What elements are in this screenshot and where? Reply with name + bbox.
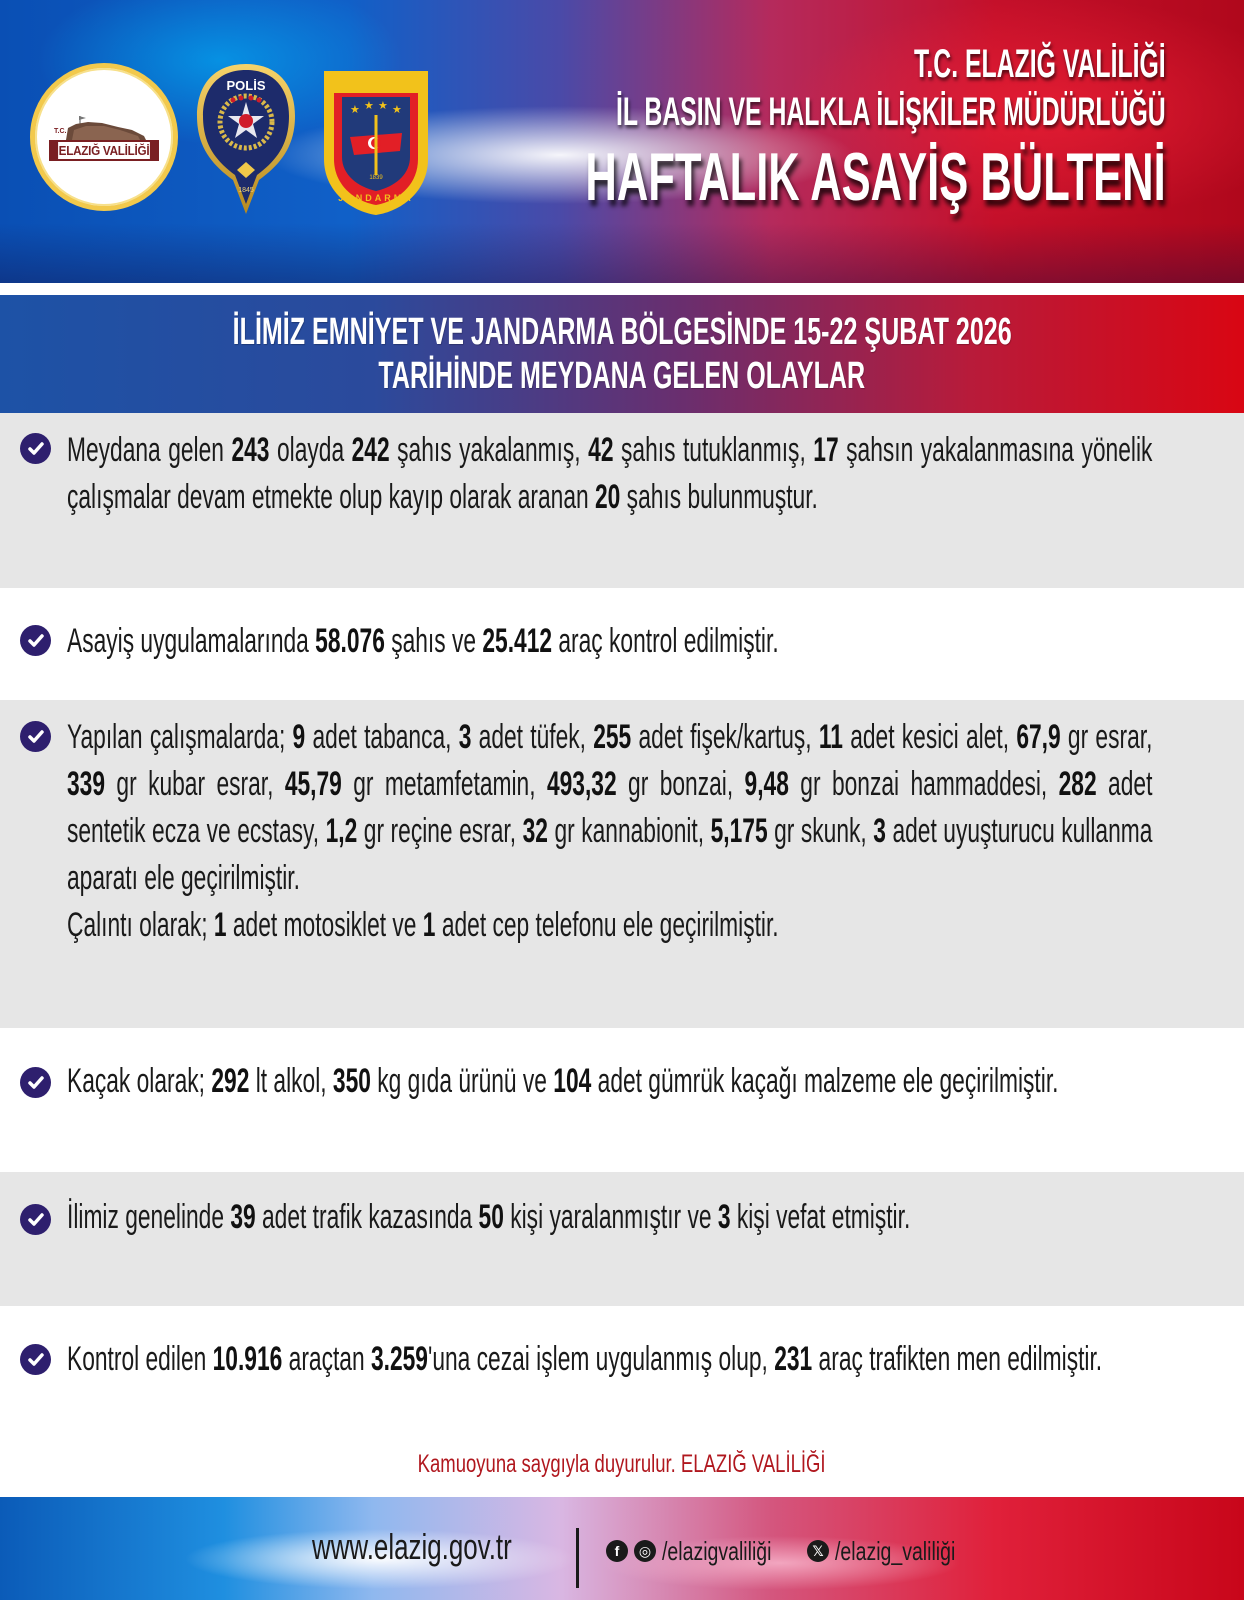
banner-titles — [259, 42, 1166, 214]
bulletin-item-text: Asayiş uygulamalarında 58.076 şahıs ve 25.412 araç kontrol edilmiştir. — [67, 622, 779, 660]
highlight-number: 1 — [422, 906, 436, 944]
svg-text:★: ★ — [378, 100, 388, 112]
tc-label: T.C. — [54, 127, 67, 135]
highlight-number: 58.076 — [315, 622, 385, 660]
governorship-title: T.C. ELAZIĞ VALİLİĞİ — [914, 42, 1166, 86]
highlight-number: 231 — [774, 1340, 813, 1378]
svg-text:POLİS: POLİS — [226, 78, 266, 93]
x-twitter-icon[interactable]: 𝕏 — [807, 1540, 829, 1562]
highlight-number: 292 — [211, 1062, 250, 1100]
highlight-number: 3.259 — [370, 1340, 428, 1378]
highlight-number: 242 — [351, 431, 390, 469]
highlight-number: 17 — [813, 431, 839, 469]
highlight-number: 32 — [522, 812, 548, 850]
footer-banner — [0, 1497, 1244, 1600]
closing-note — [0, 1449, 1244, 1479]
check-circle-icon — [20, 625, 51, 656]
highlight-number: 39 — [230, 1198, 256, 1236]
valilik-nameplate — [49, 127, 159, 161]
facebook-icon[interactable]: f — [606, 1540, 628, 1562]
highlight-number: 339 — [67, 765, 106, 803]
highlight-number: 255 — [593, 718, 632, 756]
svg-text:★: ★ — [350, 104, 360, 116]
directorate-title: İL BASIN VE HALKLA İLİŞKİLER MÜDÜRLÜĞÜ — [616, 90, 1166, 134]
highlight-number: 104 — [553, 1062, 592, 1100]
bulletin-item-text: Meydana gelen 243 olayda 242 şahıs yakalanmış, 42 şahıs tutuklanmış, 17 şahsın yakalanmasına yönelik çalışmalar devam etmekte olup kayıp olarak aranan 20 şahıs bulunmuştur. — [67, 431, 1153, 516]
social-links — [606, 1537, 995, 1565]
bulletin-item-text: Yapılan çalışmalarda; 9 adet tabanca, 3 adet tüfek, 255 adet fişek/kartuş, 11 adet kesici alet, 67,9 gr esrar, 339 gr kubar esrar, 45,79 gr metamfetamin, 493,32 gr bonzai, 9,48 gr bonzai hammaddesi, 282 adet sentetik ecza ve ecstasy, 1,2 gr reçine esrar, 32 gr kannabionit, 5,175 gr skunk, 3 adet uyuşturucu kullanma aparatı ele geçirilmiştir. Çalıntı olarak; 1 adet motosiklet ve 1 adet cep telefonu ele geçirilmiştir. — [67, 718, 1153, 944]
highlight-number: 493,32 — [546, 765, 617, 803]
highlight-number: 1,2 — [325, 812, 358, 850]
highlight-number: 25.412 — [482, 622, 553, 660]
highlight-number: 42 — [588, 431, 614, 469]
highlight-number: 3 — [717, 1198, 731, 1236]
highlight-number: 67,9 — [1016, 718, 1061, 756]
elazig-valiligi-logo — [30, 63, 178, 211]
date-range-banner — [0, 295, 1244, 413]
highlight-number: 282 — [1058, 765, 1097, 803]
highlight-number: 3 — [458, 718, 472, 756]
highlight-number: 10.916 — [212, 1340, 283, 1378]
svg-text:JANDARMA: JANDARMA — [338, 193, 414, 203]
highlight-number: 9,48 — [744, 765, 789, 803]
highlight-number: 20 — [595, 478, 621, 516]
check-circle-icon — [20, 721, 51, 752]
x-handle[interactable]: /elazig_valiliği — [835, 1536, 956, 1566]
check-circle-icon — [20, 1067, 51, 1098]
closing-text: Kamuoyuna saygıyla duyurulur. ELAZIĞ VALİLİĞİ — [418, 1450, 826, 1478]
bulletin-item-traffic-accidents — [0, 1172, 1244, 1306]
check-circle-icon — [20, 1344, 51, 1375]
highlight-number: 11 — [818, 718, 843, 756]
bulletin-item-seizures — [0, 700, 1244, 1028]
highlight-number: 3 — [873, 812, 886, 850]
bulletin-items — [0, 413, 1244, 1426]
bulletin-item-vehicle-controls — [0, 1306, 1244, 1426]
website-link[interactable]: www.elazig.gov.tr — [312, 1526, 512, 1567]
highlight-number: 5,175 — [710, 812, 768, 850]
castle-icon — [58, 114, 150, 140]
highlight-number: 350 — [332, 1062, 371, 1100]
valilik-name: ELAZIĞ VALİLİĞİ — [58, 142, 150, 158]
svg-text:1845: 1845 — [238, 187, 254, 194]
footer-divider — [576, 1528, 579, 1588]
svg-text:★: ★ — [364, 100, 374, 112]
highlight-number: 1 — [213, 906, 227, 944]
check-circle-icon — [20, 433, 51, 464]
bulletin-item-arrests — [0, 413, 1244, 588]
highlight-number: 243 — [231, 431, 270, 469]
check-circle-icon — [20, 1204, 51, 1235]
header-banner — [0, 0, 1244, 283]
bulletin-title: HAFTALIK ASAYİŞ BÜLTENİ — [585, 139, 1166, 215]
facebook-instagram-handle[interactable]: /elazigvaliliği — [662, 1536, 772, 1566]
bulletin-item-text: Kaçak olarak; 292 lt alkol, 350 kg gıda ürünü ve 104 adet gümrük kaçağı malzeme ele geçirilmiştir. — [67, 1062, 1059, 1100]
svg-text:★: ★ — [392, 104, 402, 116]
bulletin-item-text: Kontrol edilen 10.916 araçtan 3.259'una cezai işlem uygulanmış olup, 231 araç trafikten men edilmiştir. — [67, 1340, 1103, 1378]
bulletin-item-text: İlimiz genelinde 39 adet trafik kazasında 50 kişi yaralanmıştır ve 3 kişi vefat etmiştir. — [67, 1198, 911, 1236]
instagram-icon[interactable]: ◎ — [634, 1540, 656, 1562]
highlight-number: 9 — [292, 718, 306, 756]
bulletin-item-checks — [0, 588, 1244, 700]
bulletin-item-smuggling — [0, 1028, 1244, 1172]
subheader-line-2: TARİHİNDE MEYDANA GELEN OLAYLAR — [378, 355, 866, 397]
highlight-number: 45,79 — [284, 765, 342, 803]
subheader-line-1: İLİMİZ EMNİYET VE JANDARMA BÖLGESİNDE 15-22 ŞUBAT 2026 — [232, 311, 1012, 353]
highlight-number: 50 — [478, 1198, 504, 1236]
svg-text:1839: 1839 — [369, 175, 383, 181]
